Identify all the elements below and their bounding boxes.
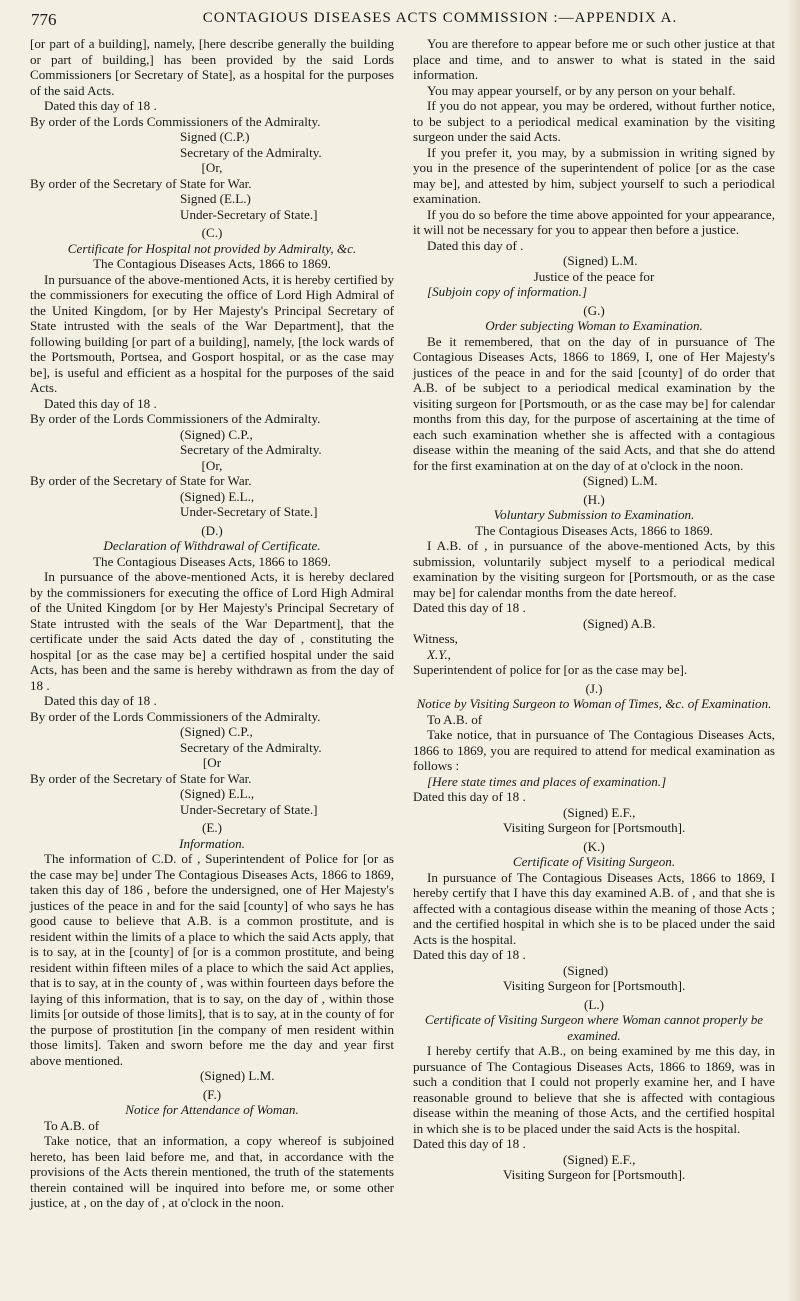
section-l-title: Certificate of Visiting Surgeon where Woman cannot properly be examined. bbox=[424, 1012, 764, 1043]
section-l-body: I hereby certify that A.B., on being examined by me this day, in pursuance of The Contagious Diseases Acts, 1866 to 1869, was in such a condition that I could not properly examine her, and I have reasonable ground to believe that she is affected with contagious disease within the meaning of those Acts, and the certified hospital in which she is to be placed under the said Acts is the hospital. bbox=[413, 1043, 775, 1136]
section-c-order-war: By order of the Secretary of State for War. bbox=[30, 473, 252, 488]
right-column bbox=[413, 36, 775, 1183]
section-h-superintendent: Superintendent of police for [or as the case may be]. bbox=[413, 662, 688, 677]
section-f-body: Take notice, that an information, a copy whereof is subjoined hereto, has been laid before me, and that, in accordance with the provisions of the Acts therein mentioned, the truth of the statements therein contained will be inquired into before me, or some other justice, at , on the day of , at o'clock in the noon. bbox=[30, 1133, 394, 1210]
section-g-signed: (Signed) L.M. bbox=[583, 473, 658, 488]
section-k-label: (K.) bbox=[583, 838, 605, 854]
section-d-body: In pursuance of the above-mentioned Acts, it is hereby declared by the commissioners for executing the office of Lord High Admiral of the United Kingdom [or by Her Majesty's Principal Secretary of State intrusted with the seals of the War Department], that the certificate under the said Acts dated the day of , constituting the hospital [or as the case may be] a certified hospital under the said Acts, has been and the same is hereby withdrawn as from the day of 18 . bbox=[30, 569, 394, 693]
section-d-order: By order of the Lords Commissioners of the Admiralty. bbox=[30, 708, 321, 724]
section-f-subjoin: [Subjoin copy of information.] bbox=[427, 284, 588, 299]
section-j-signed: (Signed) E.F., bbox=[563, 804, 636, 820]
section-d-title: Declaration of Withdrawal of Certificate. bbox=[103, 538, 321, 553]
section-h-dated: Dated this day of 18 . bbox=[413, 600, 526, 615]
section-c-title: Certificate for Hospital not provided by Admiralty, &c. bbox=[67, 240, 357, 256]
section-j-body: Take notice, that in pursuance of The Contagious Diseases Acts, 1866 to 1869, you are required to attend for medical examination as follows : bbox=[413, 727, 775, 773]
section-h-witness-name: X.Y., bbox=[427, 646, 451, 662]
intro-secretary: Secretary of the Admiralty. bbox=[180, 144, 322, 160]
section-j-here: [Here state times and places of examination.] bbox=[427, 773, 667, 789]
section-k-title: Certificate of Visiting Surgeon. bbox=[512, 854, 676, 869]
section-d-act: The Contagious Diseases Acts, 1866 to 1869. bbox=[93, 553, 331, 569]
section-e-signed: (Signed) L.M. bbox=[200, 1068, 275, 1083]
section-f-justice: Justice of the peace for bbox=[533, 268, 655, 284]
section-k-visiting: Visiting Surgeon for [Portsmouth]. bbox=[503, 978, 686, 993]
running-title: CONTAGIOUS DISEASES ACTS COMMISSION :—APPENDIX A. bbox=[202, 10, 678, 26]
page-edge-shadow bbox=[786, 0, 800, 1301]
intro-order-war: By order of the Secretary of State for War. bbox=[30, 175, 252, 191]
section-f-cont-2: You may appear yourself, or by any person on your behalf. bbox=[427, 82, 736, 98]
section-d-dated: Dated this day of 18 . bbox=[44, 693, 157, 708]
section-c-label: (C.) bbox=[201, 225, 223, 240]
section-d-signed-war: (Signed) E.L., bbox=[180, 786, 255, 801]
left-column bbox=[30, 36, 394, 1211]
section-k-signed: (Signed) bbox=[563, 962, 609, 978]
section-d-order-war: By order of the Secretary of State for War. bbox=[30, 770, 252, 786]
section-c-signed: (Signed) C.P., bbox=[180, 426, 253, 442]
intro-signed: Signed (C.P.) bbox=[180, 129, 250, 144]
section-g-label: (G.) bbox=[583, 302, 605, 318]
section-e-label: (E.) bbox=[202, 820, 222, 835]
section-f-label: (F.) bbox=[202, 1086, 222, 1102]
intro-signed-war: Signed (E.L.) bbox=[180, 191, 251, 206]
section-l-visiting: Visiting Surgeon for [Portsmouth]. bbox=[503, 1167, 686, 1182]
section-f-cont-1: You are therefore to appear before me or such other justice at that place and time, and to answer to what is stated in the said information. bbox=[413, 36, 775, 82]
section-f-cont-4: If you prefer it, you may, by a submission in writing signed by you in the presence of the superintendent of police [or as the case may be], and attested by him, subject yourself to such a periodical examination. bbox=[413, 144, 775, 206]
section-f-cont-5: If you do so before the time above appointed for your appearance, it will not be necessary for you to appear then before a justice. bbox=[413, 206, 775, 237]
section-h-witness: Witness, bbox=[413, 631, 458, 646]
section-j-visiting: Visiting Surgeon for [Portsmouth]. bbox=[503, 820, 686, 835]
section-e-title: Information. bbox=[179, 835, 245, 851]
intro-paragraph: [or part of a building], namely, [here describe generally the building or part of building,] has been provided by the said Lords Commissioners [or Secretary of State], as a hospital for the purposes of the said Acts. bbox=[30, 36, 394, 98]
section-f-dated: Dated this day of . bbox=[427, 237, 524, 253]
section-h-title: Voluntary Submission to Examination. bbox=[493, 507, 695, 522]
section-j-to: To A.B. of bbox=[427, 711, 483, 727]
section-c-order: By order of the Lords Commissioners of the Admiralty. bbox=[30, 411, 321, 426]
section-l-label: (L.) bbox=[584, 996, 604, 1012]
page-number: 776 bbox=[31, 10, 57, 29]
section-j-label: (J.) bbox=[585, 680, 603, 696]
section-c-under-secretary: Under-Secretary of State.] bbox=[180, 504, 318, 519]
section-h-body: I A.B. of , in pursuance of the above-mentioned Acts, by this submission, voluntarily subject myself to a periodical medical examination by the visiting surgeon for [Portsmouth, or as the case may be] for calendar months from the date hereof. bbox=[413, 538, 775, 600]
section-c-or: [Or, bbox=[201, 457, 223, 473]
section-h-act: The Contagious Diseases Acts, 1866 to 1869. bbox=[475, 522, 713, 538]
section-d-secretary: Secretary of the Admiralty. bbox=[180, 739, 322, 755]
section-c-dated: Dated this day of 18 . bbox=[44, 395, 157, 411]
section-c-body: In pursuance of the above-mentioned Acts, it is hereby certified by the commissioners for executing the office of Lord High Admiral of the United Kingdom, [or by Her Majesty's Principal Secretary of State intrusted with the seals of the War Department], that the following building [or part of a building], namely, [the lock wards of the Portsmouth, Portsea, and Gosport hospital, or as the case may be], is useful and efficient as a hospital for the purposes of the said Acts. bbox=[30, 271, 394, 395]
section-g-title: Order subjecting Woman to Examination. bbox=[485, 318, 703, 333]
section-k-dated: Dated this day of 18 . bbox=[413, 947, 526, 962]
section-h-signed: (Signed) A.B. bbox=[583, 615, 656, 631]
section-f-cont-3: If you do not appear, you may be ordered, without further notice, to be subject to a periodical medical examination by the visiting surgeon under the said Acts. bbox=[413, 98, 775, 144]
section-d-signed: (Signed) C.P., bbox=[180, 724, 253, 739]
section-j-title: Notice by Visiting Surgeon to Woman of Times, &c. of Examination. bbox=[416, 696, 772, 711]
section-d-under-secretary: Under-Secretary of State.] bbox=[180, 801, 318, 817]
section-f-title: Notice for Attendance of Woman. bbox=[125, 1102, 299, 1117]
section-k-body: In pursuance of The Contagious Diseases Acts, 1866 to 1869, I hereby certify that I have this day examined A.B. of , and that she is affected with a contagious disease within the meaning of those Acts ; and the certified hospital in which she is to be placed under the said Acts is the hospital. bbox=[413, 869, 775, 947]
section-d-or: [Or bbox=[202, 755, 222, 770]
intro-order: By order of the Lords Commissioners of the Admiralty. bbox=[30, 113, 321, 129]
section-f-signed: (Signed) L.M. bbox=[563, 253, 638, 268]
section-j-dated: Dated this day of 18 . bbox=[413, 789, 526, 804]
section-l-dated: Dated this day of 18 . bbox=[413, 1136, 526, 1151]
section-g-body: Be it remembered, that on the day of in pursuance of The Contagious Diseases Acts, 1866 to 1869, I, one of Her Majesty's justices of the peace in and for the said [county] of do order that A.B. of be subject to a periodical medical examination by the visiting surgeon for [Portsmouth, or as the case may be] for calendar months from this day, for the purpose of ascertaining at the time of each such examination whether she is affected with a contagious disease within the meaning of the said Acts, and that she do attend for the first examination at on the day of at o'clock in the noon. bbox=[413, 333, 775, 473]
section-e-body: The information of C.D. of , Superintendent of Police for [or as the case may be] under The Contagious Diseases Acts, 1866 to 1869, taken this day of 186 , before the undersigned, one of Her Majesty's justices of the peace in and for the said [county] of who says he has good cause to believe that A.B. is a common prostitute, and is resident within the limits of a place to which the said Acts apply, that is to say, at in the [county] of [or is a common prostitute, and being resident within fifteen miles of a place to which the said Act applies, that is to say, at in the county of , was within fourteen days before the laying of this information, that is to say, on the day of , within those limits [or outside of those limits], that is to say, at in the county of for the purpose of prostitution [in the company of men resident within those limits]. Taken and sworn before me the day and year first above mentioned. bbox=[30, 851, 394, 1068]
section-c-signed-war: (Signed) E.L., bbox=[180, 488, 255, 504]
intro-dated: Dated this day of 18 . bbox=[44, 98, 157, 113]
section-d-label: (D.) bbox=[201, 522, 223, 538]
section-c-act: The Contagious Diseases Acts, 1866 to 1869. bbox=[93, 256, 331, 271]
section-c-secretary: Secretary of the Admiralty. bbox=[180, 442, 322, 457]
section-l-signed: (Signed) E.F., bbox=[563, 1151, 636, 1167]
intro-or: [Or, bbox=[201, 160, 223, 175]
section-h-label: (H.) bbox=[583, 491, 605, 507]
intro-under-secretary: Under-Secretary of State.] bbox=[180, 206, 318, 222]
section-f-to: To A.B. of bbox=[44, 1117, 100, 1133]
